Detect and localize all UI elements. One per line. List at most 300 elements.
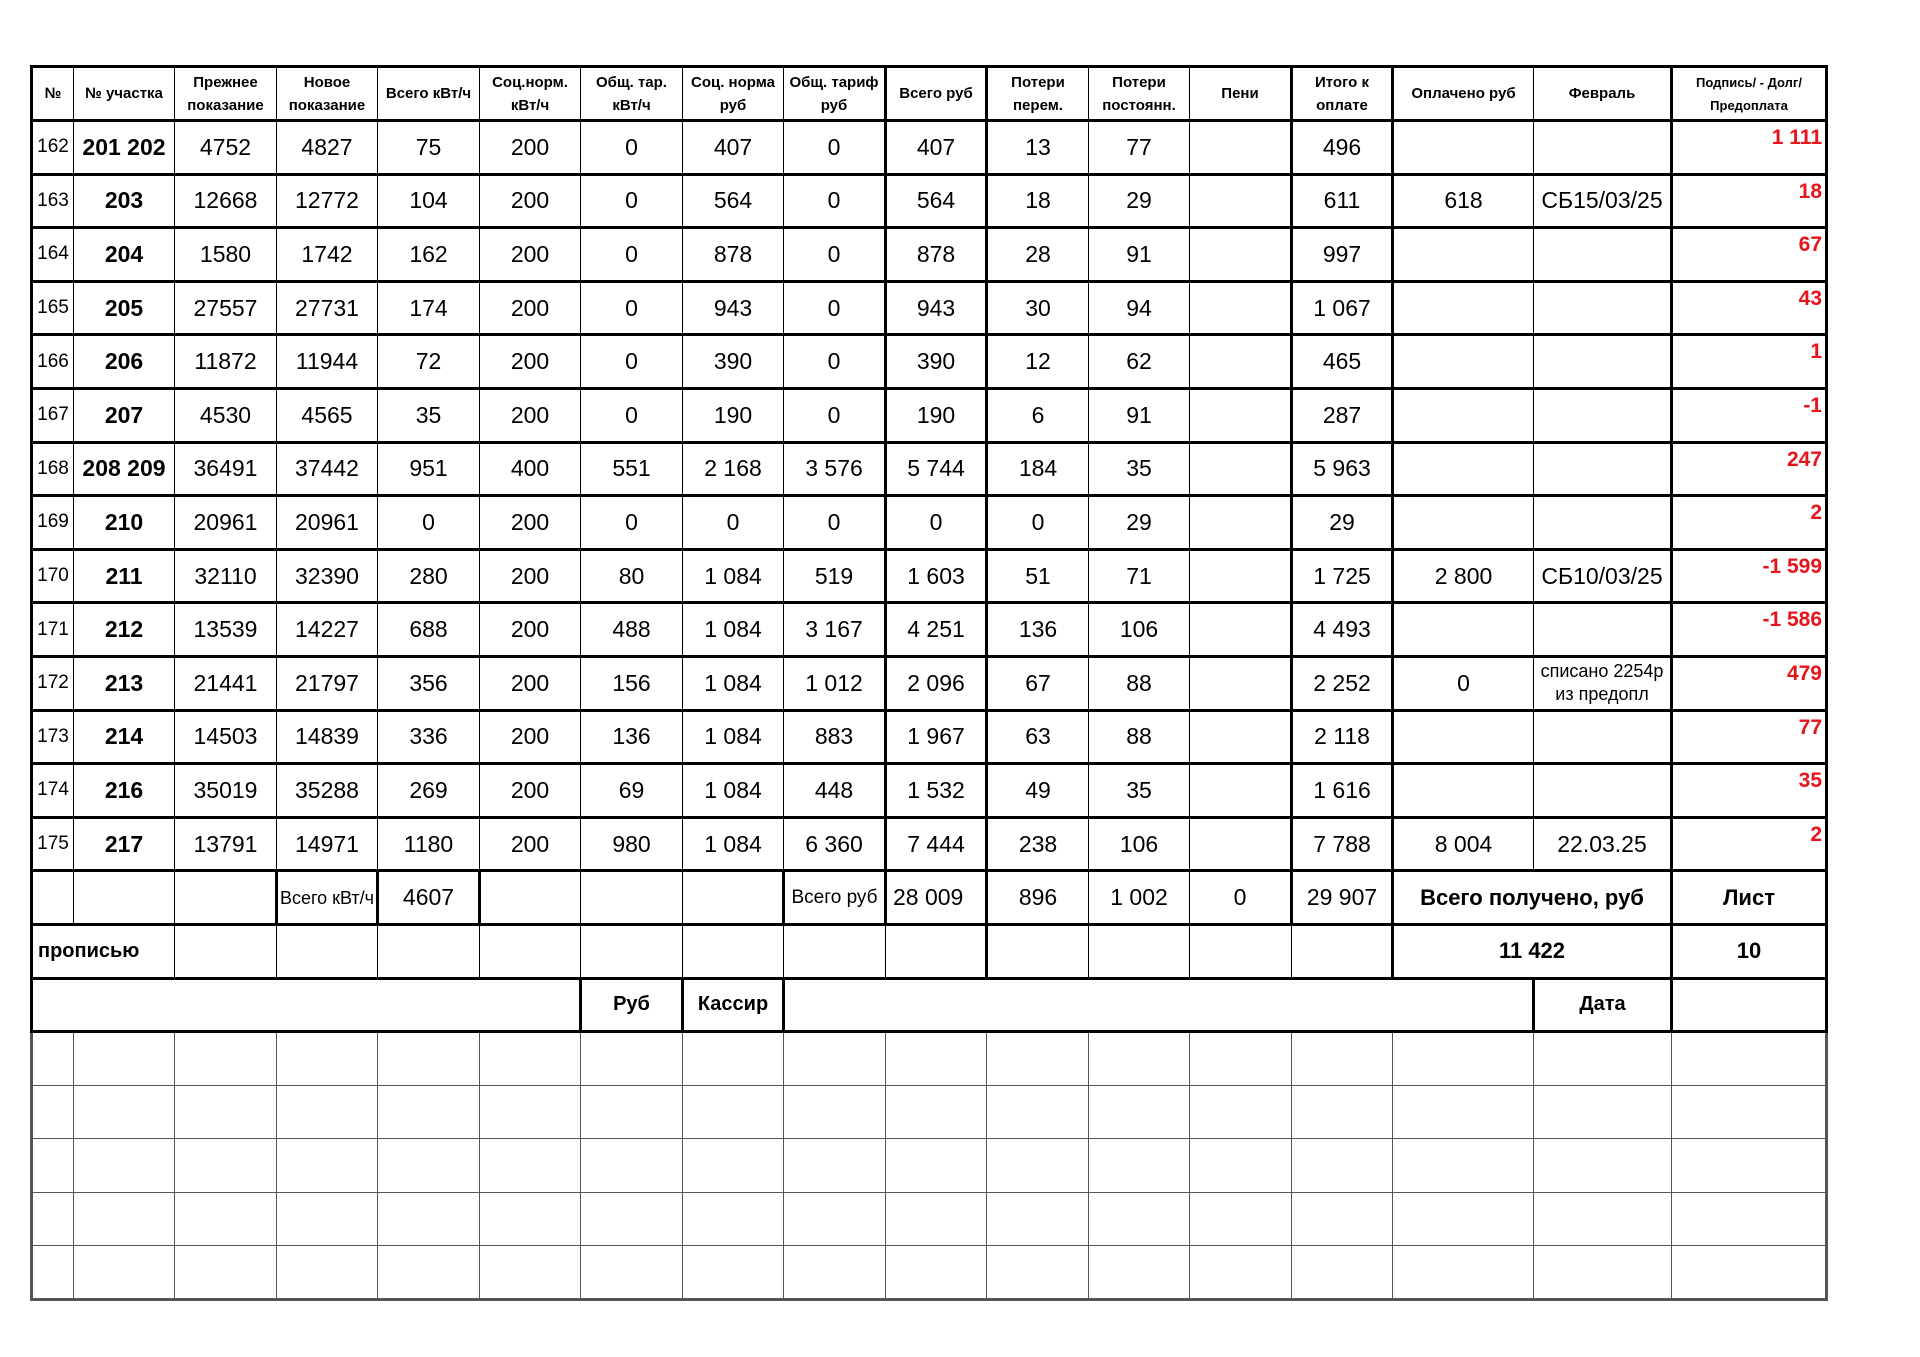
cell-debt: 67 [1672, 228, 1827, 282]
cell-loss-var: 0 [987, 496, 1089, 550]
cell-no: 166 [32, 335, 74, 389]
empty-cell [784, 1032, 886, 1086]
cell-paid [1393, 228, 1534, 282]
cell-kwh: 1180 [378, 817, 480, 871]
totals-kwh: 4607 [378, 871, 480, 925]
header-plot: № участка [74, 67, 175, 121]
cell-paid [1393, 388, 1534, 442]
empty-cell [683, 1246, 784, 1300]
empty-cell [1190, 1139, 1292, 1193]
cell-kwh: 688 [378, 603, 480, 657]
cell-debt: 2 [1672, 817, 1827, 871]
cell-month: СБ10/03/25 [1534, 549, 1672, 603]
table-row [32, 388, 1827, 442]
header-gen-tariff-kwh: Общ. тар. кВт/ч [581, 67, 683, 121]
cell-paid: 0 [1393, 656, 1534, 710]
cell-loss-const: 91 [1089, 228, 1190, 282]
empty-cell [1190, 1192, 1292, 1246]
cell-new: 37442 [277, 442, 378, 496]
cell-soc-kwh: 200 [480, 656, 581, 710]
cell-penalty [1190, 710, 1292, 764]
cell-soc-kwh: 200 [480, 281, 581, 335]
cell-soc-rub: 943 [683, 281, 784, 335]
cell-plot: 208 209 [74, 442, 175, 496]
cell-gen-kwh: 0 [581, 121, 683, 175]
empty-cell [1534, 1085, 1672, 1139]
empty-cell [1393, 1139, 1534, 1193]
cell-plot: 203 [74, 174, 175, 228]
cell-soc-rub: 1 084 [683, 817, 784, 871]
cell-no: 167 [32, 388, 74, 442]
empty-cell [581, 1032, 683, 1086]
words-blank [378, 924, 480, 978]
cell-gen-rub: 0 [784, 496, 886, 550]
empty-cell [886, 1246, 987, 1300]
cell-month [1534, 121, 1672, 175]
table-row [32, 817, 1827, 871]
empty-cell [74, 1246, 175, 1300]
cell-to-pay: 7 788 [1292, 817, 1393, 871]
cell-soc-rub: 0 [683, 496, 784, 550]
empty-cell [1672, 1192, 1827, 1246]
cell-loss-const: 29 [1089, 174, 1190, 228]
empty-cell [378, 1085, 480, 1139]
cell-prev: 12668 [175, 174, 277, 228]
cell-prev: 4530 [175, 388, 277, 442]
cell-new: 11944 [277, 335, 378, 389]
cell-month [1534, 228, 1672, 282]
cell-soc-rub: 2 168 [683, 442, 784, 496]
cell-no: 175 [32, 817, 74, 871]
cell-soc-rub: 1 084 [683, 603, 784, 657]
cell-soc-rub: 1 084 [683, 710, 784, 764]
cashier-blank [784, 978, 1534, 1032]
empty-cell [886, 1032, 987, 1086]
empty-cell [378, 1246, 480, 1300]
empty-cell [1672, 1139, 1827, 1193]
cell-kwh: 174 [378, 281, 480, 335]
cashier-row [32, 978, 1827, 1032]
table-row [32, 710, 1827, 764]
cell-soc-kwh: 200 [480, 228, 581, 282]
cell-no: 170 [32, 549, 74, 603]
empty-cell [1089, 1032, 1190, 1086]
empty-cell [480, 1139, 581, 1193]
cell-gen-kwh: 136 [581, 710, 683, 764]
totals-sheet-label: Лист [1672, 871, 1827, 925]
cell-prev: 13539 [175, 603, 277, 657]
empty-cell [32, 1139, 74, 1193]
cell-loss-var: 238 [987, 817, 1089, 871]
cell-soc-kwh: 200 [480, 121, 581, 175]
cell-prev: 1580 [175, 228, 277, 282]
cell-gen-rub: 6 360 [784, 817, 886, 871]
cell-paid: 618 [1393, 174, 1534, 228]
cell-to-pay: 2 118 [1292, 710, 1393, 764]
cell-gen-rub: 883 [784, 710, 886, 764]
cell-soc-kwh: 200 [480, 174, 581, 228]
words-blank [1089, 924, 1190, 978]
cell-to-pay: 1 616 [1292, 764, 1393, 818]
cashier-blank [32, 978, 581, 1032]
table-body [32, 67, 1827, 1300]
totals-kwh-label: Всего кВт/ч [277, 871, 378, 925]
empty-cell [1089, 1085, 1190, 1139]
empty-cell [683, 1192, 784, 1246]
cell-gen-rub: 3 576 [784, 442, 886, 496]
header-loss-const: Потери постоянн. [1089, 67, 1190, 121]
empty-cell [32, 1192, 74, 1246]
empty-row [32, 1139, 1827, 1193]
cell-kwh: 336 [378, 710, 480, 764]
cell-plot: 205 [74, 281, 175, 335]
cell-paid [1393, 710, 1534, 764]
header-paid: Оплачено руб [1393, 67, 1534, 121]
cell-to-pay: 2 252 [1292, 656, 1393, 710]
empty-cell [1292, 1246, 1393, 1300]
cell-total-rub: 390 [886, 335, 987, 389]
cell-loss-const: 88 [1089, 710, 1190, 764]
empty-cell [74, 1139, 175, 1193]
cell-prev: 4752 [175, 121, 277, 175]
cell-penalty [1190, 335, 1292, 389]
cell-kwh: 162 [378, 228, 480, 282]
cell-gen-rub: 0 [784, 228, 886, 282]
empty-cell [1089, 1139, 1190, 1193]
empty-cell [1393, 1192, 1534, 1246]
header-prev: Прежнее показание [175, 67, 277, 121]
cell-soc-rub: 1 084 [683, 549, 784, 603]
cell-gen-kwh: 0 [581, 281, 683, 335]
cell-to-pay: 997 [1292, 228, 1393, 282]
cell-debt: 18 [1672, 174, 1827, 228]
totals-blank [74, 871, 175, 925]
words-row [32, 924, 1827, 978]
cell-total-rub: 1 967 [886, 710, 987, 764]
words-blank [175, 924, 277, 978]
empty-cell [784, 1139, 886, 1193]
cell-plot: 206 [74, 335, 175, 389]
empty-cell [480, 1085, 581, 1139]
cell-loss-const: 88 [1089, 656, 1190, 710]
cell-gen-kwh: 0 [581, 496, 683, 550]
cell-loss-var: 6 [987, 388, 1089, 442]
empty-cell [987, 1192, 1089, 1246]
cell-new: 4565 [277, 388, 378, 442]
cell-kwh: 951 [378, 442, 480, 496]
cell-kwh: 269 [378, 764, 480, 818]
cell-gen-rub: 0 [784, 335, 886, 389]
cell-loss-const: 106 [1089, 603, 1190, 657]
cell-month [1534, 388, 1672, 442]
header-total-kwh: Всего кВт/ч [378, 67, 480, 121]
header-new: Новое показание [277, 67, 378, 121]
empty-cell [1534, 1139, 1672, 1193]
cell-prev: 32110 [175, 549, 277, 603]
cell-loss-var: 49 [987, 764, 1089, 818]
empty-cell [74, 1085, 175, 1139]
cell-penalty [1190, 656, 1292, 710]
empty-row [32, 1192, 1827, 1246]
header-to-pay: Итого к оплате [1292, 67, 1393, 121]
empty-cell [175, 1246, 277, 1300]
cell-penalty [1190, 603, 1292, 657]
cell-new: 27731 [277, 281, 378, 335]
cell-debt: 247 [1672, 442, 1827, 496]
words-blank [683, 924, 784, 978]
cell-kwh: 356 [378, 656, 480, 710]
cell-paid [1393, 121, 1534, 175]
cell-total-rub: 0 [886, 496, 987, 550]
cell-paid [1393, 496, 1534, 550]
cell-to-pay: 5 963 [1292, 442, 1393, 496]
cell-plot: 211 [74, 549, 175, 603]
cell-gen-kwh: 80 [581, 549, 683, 603]
cell-soc-kwh: 200 [480, 603, 581, 657]
cell-to-pay: 1 725 [1292, 549, 1393, 603]
cell-no: 172 [32, 656, 74, 710]
empty-cell [175, 1085, 277, 1139]
cell-no: 168 [32, 442, 74, 496]
empty-cell [32, 1085, 74, 1139]
cell-penalty [1190, 442, 1292, 496]
cell-loss-const: 77 [1089, 121, 1190, 175]
totals-blank [480, 871, 581, 925]
words-blank [277, 924, 378, 978]
totals-blank [175, 871, 277, 925]
empty-cell [74, 1192, 175, 1246]
cell-month [1534, 710, 1672, 764]
cell-gen-rub: 519 [784, 549, 886, 603]
empty-cell [581, 1192, 683, 1246]
empty-cell [886, 1139, 987, 1193]
cell-month [1534, 281, 1672, 335]
cell-no: 165 [32, 281, 74, 335]
empty-cell [378, 1032, 480, 1086]
header-penalty: Пени [1190, 67, 1292, 121]
empty-cell [784, 1246, 886, 1300]
cell-to-pay: 496 [1292, 121, 1393, 175]
cell-plot: 207 [74, 388, 175, 442]
cell-loss-var: 136 [987, 603, 1089, 657]
cell-paid [1393, 442, 1534, 496]
empty-cell [1534, 1032, 1672, 1086]
table-row [32, 228, 1827, 282]
header-sign: Подпись/ - Долг/Предоплата [1672, 67, 1827, 121]
totals-received-label: Всего получено, руб [1393, 871, 1672, 925]
empty-cell [1292, 1085, 1393, 1139]
cell-kwh: 0 [378, 496, 480, 550]
cell-gen-kwh: 0 [581, 228, 683, 282]
cell-plot: 201 202 [74, 121, 175, 175]
cell-kwh: 72 [378, 335, 480, 389]
table-row [32, 174, 1827, 228]
cell-loss-const: 94 [1089, 281, 1190, 335]
cell-debt: 2 [1672, 496, 1827, 550]
empty-cell [277, 1085, 378, 1139]
cell-new: 20961 [277, 496, 378, 550]
words-blank [987, 924, 1089, 978]
cell-total-rub: 5 744 [886, 442, 987, 496]
cell-month: списано 2254р из предопл [1534, 656, 1672, 710]
cell-soc-rub: 1 084 [683, 656, 784, 710]
cell-soc-rub: 190 [683, 388, 784, 442]
empty-cell [74, 1032, 175, 1086]
empty-cell [32, 1246, 74, 1300]
cell-total-rub: 878 [886, 228, 987, 282]
cell-new: 12772 [277, 174, 378, 228]
empty-cell [1672, 1246, 1827, 1300]
empty-cell [987, 1139, 1089, 1193]
cell-gen-kwh: 0 [581, 388, 683, 442]
cell-gen-kwh: 980 [581, 817, 683, 871]
empty-cell [987, 1085, 1089, 1139]
cell-paid [1393, 764, 1534, 818]
totals-rub: 28 009 [886, 871, 987, 925]
cell-penalty [1190, 388, 1292, 442]
cell-soc-kwh: 200 [480, 549, 581, 603]
empty-cell [1292, 1192, 1393, 1246]
empty-cell [1534, 1246, 1672, 1300]
empty-cell [277, 1192, 378, 1246]
cell-new: 21797 [277, 656, 378, 710]
words-blank [784, 924, 886, 978]
cell-loss-const: 106 [1089, 817, 1190, 871]
cell-soc-kwh: 200 [480, 817, 581, 871]
cell-month [1534, 764, 1672, 818]
cell-loss-var: 51 [987, 549, 1089, 603]
table-row [32, 656, 1827, 710]
cell-loss-var: 18 [987, 174, 1089, 228]
cell-soc-kwh: 200 [480, 496, 581, 550]
cell-paid [1393, 335, 1534, 389]
cell-kwh: 280 [378, 549, 480, 603]
header-month: Февраль [1534, 67, 1672, 121]
empty-cell [378, 1139, 480, 1193]
empty-cell [784, 1085, 886, 1139]
cell-debt: 77 [1672, 710, 1827, 764]
cell-gen-kwh: 69 [581, 764, 683, 818]
cell-new: 32390 [277, 549, 378, 603]
cell-month: СБ15/03/25 [1534, 174, 1672, 228]
words-blank [1190, 924, 1292, 978]
empty-cell [683, 1085, 784, 1139]
empty-cell [683, 1139, 784, 1193]
empty-cell [32, 1032, 74, 1086]
table-row [32, 603, 1827, 657]
cell-total-rub: 564 [886, 174, 987, 228]
cell-loss-var: 28 [987, 228, 1089, 282]
cell-loss-const: 71 [1089, 549, 1190, 603]
cell-gen-rub: 0 [784, 388, 886, 442]
empty-cell [480, 1192, 581, 1246]
totals-penalty: 0 [1190, 871, 1292, 925]
cell-plot: 204 [74, 228, 175, 282]
cell-new: 14227 [277, 603, 378, 657]
empty-cell [1190, 1032, 1292, 1086]
cell-debt: 43 [1672, 281, 1827, 335]
cell-kwh: 104 [378, 174, 480, 228]
cell-no: 162 [32, 121, 74, 175]
empty-cell [378, 1192, 480, 1246]
cell-gen-kwh: 551 [581, 442, 683, 496]
cell-total-rub: 7 444 [886, 817, 987, 871]
cell-to-pay: 1 067 [1292, 281, 1393, 335]
cell-gen-rub: 1 012 [784, 656, 886, 710]
cell-paid [1393, 603, 1534, 657]
cell-loss-const: 35 [1089, 442, 1190, 496]
cell-debt: 35 [1672, 764, 1827, 818]
cell-loss-var: 30 [987, 281, 1089, 335]
empty-row [32, 1032, 1827, 1086]
cell-penalty [1190, 764, 1292, 818]
cell-loss-const: 91 [1089, 388, 1190, 442]
cell-loss-const: 35 [1089, 764, 1190, 818]
cell-no: 173 [32, 710, 74, 764]
cell-gen-rub: 0 [784, 174, 886, 228]
totals-rub-label: Всего руб [784, 871, 886, 925]
cell-paid [1393, 281, 1534, 335]
totals-to-pay: 29 907 [1292, 871, 1393, 925]
cell-penalty [1190, 121, 1292, 175]
totals-loss-var: 896 [987, 871, 1089, 925]
cell-penalty [1190, 281, 1292, 335]
empty-cell [175, 1192, 277, 1246]
cell-debt: -1 586 [1672, 603, 1827, 657]
table-row [32, 281, 1827, 335]
cell-plot: 210 [74, 496, 175, 550]
cell-loss-var: 12 [987, 335, 1089, 389]
cell-loss-var: 63 [987, 710, 1089, 764]
cell-soc-kwh: 400 [480, 442, 581, 496]
cell-paid: 2 800 [1393, 549, 1534, 603]
cell-soc-rub: 878 [683, 228, 784, 282]
cell-new: 4827 [277, 121, 378, 175]
cell-prev: 11872 [175, 335, 277, 389]
cell-paid: 8 004 [1393, 817, 1534, 871]
cell-gen-kwh: 156 [581, 656, 683, 710]
header-no: № [32, 67, 74, 121]
cell-prev: 27557 [175, 281, 277, 335]
table-row [32, 442, 1827, 496]
cell-total-rub: 190 [886, 388, 987, 442]
cell-no: 169 [32, 496, 74, 550]
cell-gen-kwh: 488 [581, 603, 683, 657]
cell-total-rub: 943 [886, 281, 987, 335]
cell-plot: 216 [74, 764, 175, 818]
cell-no: 164 [32, 228, 74, 282]
cell-month: 22.03.25 [1534, 817, 1672, 871]
cell-month [1534, 603, 1672, 657]
words-blank [480, 924, 581, 978]
cell-kwh: 35 [378, 388, 480, 442]
empty-cell [987, 1246, 1089, 1300]
cell-no: 163 [32, 174, 74, 228]
cell-penalty [1190, 174, 1292, 228]
words-blank [581, 924, 683, 978]
cell-new: 35288 [277, 764, 378, 818]
cell-prev: 35019 [175, 764, 277, 818]
empty-cell [1393, 1085, 1534, 1139]
empty-cell [1089, 1192, 1190, 1246]
header-total-rub: Всего руб [886, 67, 987, 121]
cell-to-pay: 287 [1292, 388, 1393, 442]
cell-new: 14971 [277, 817, 378, 871]
cell-to-pay: 465 [1292, 335, 1393, 389]
empty-cell [1292, 1139, 1393, 1193]
billing-table [30, 65, 1828, 1301]
empty-cell [1190, 1085, 1292, 1139]
